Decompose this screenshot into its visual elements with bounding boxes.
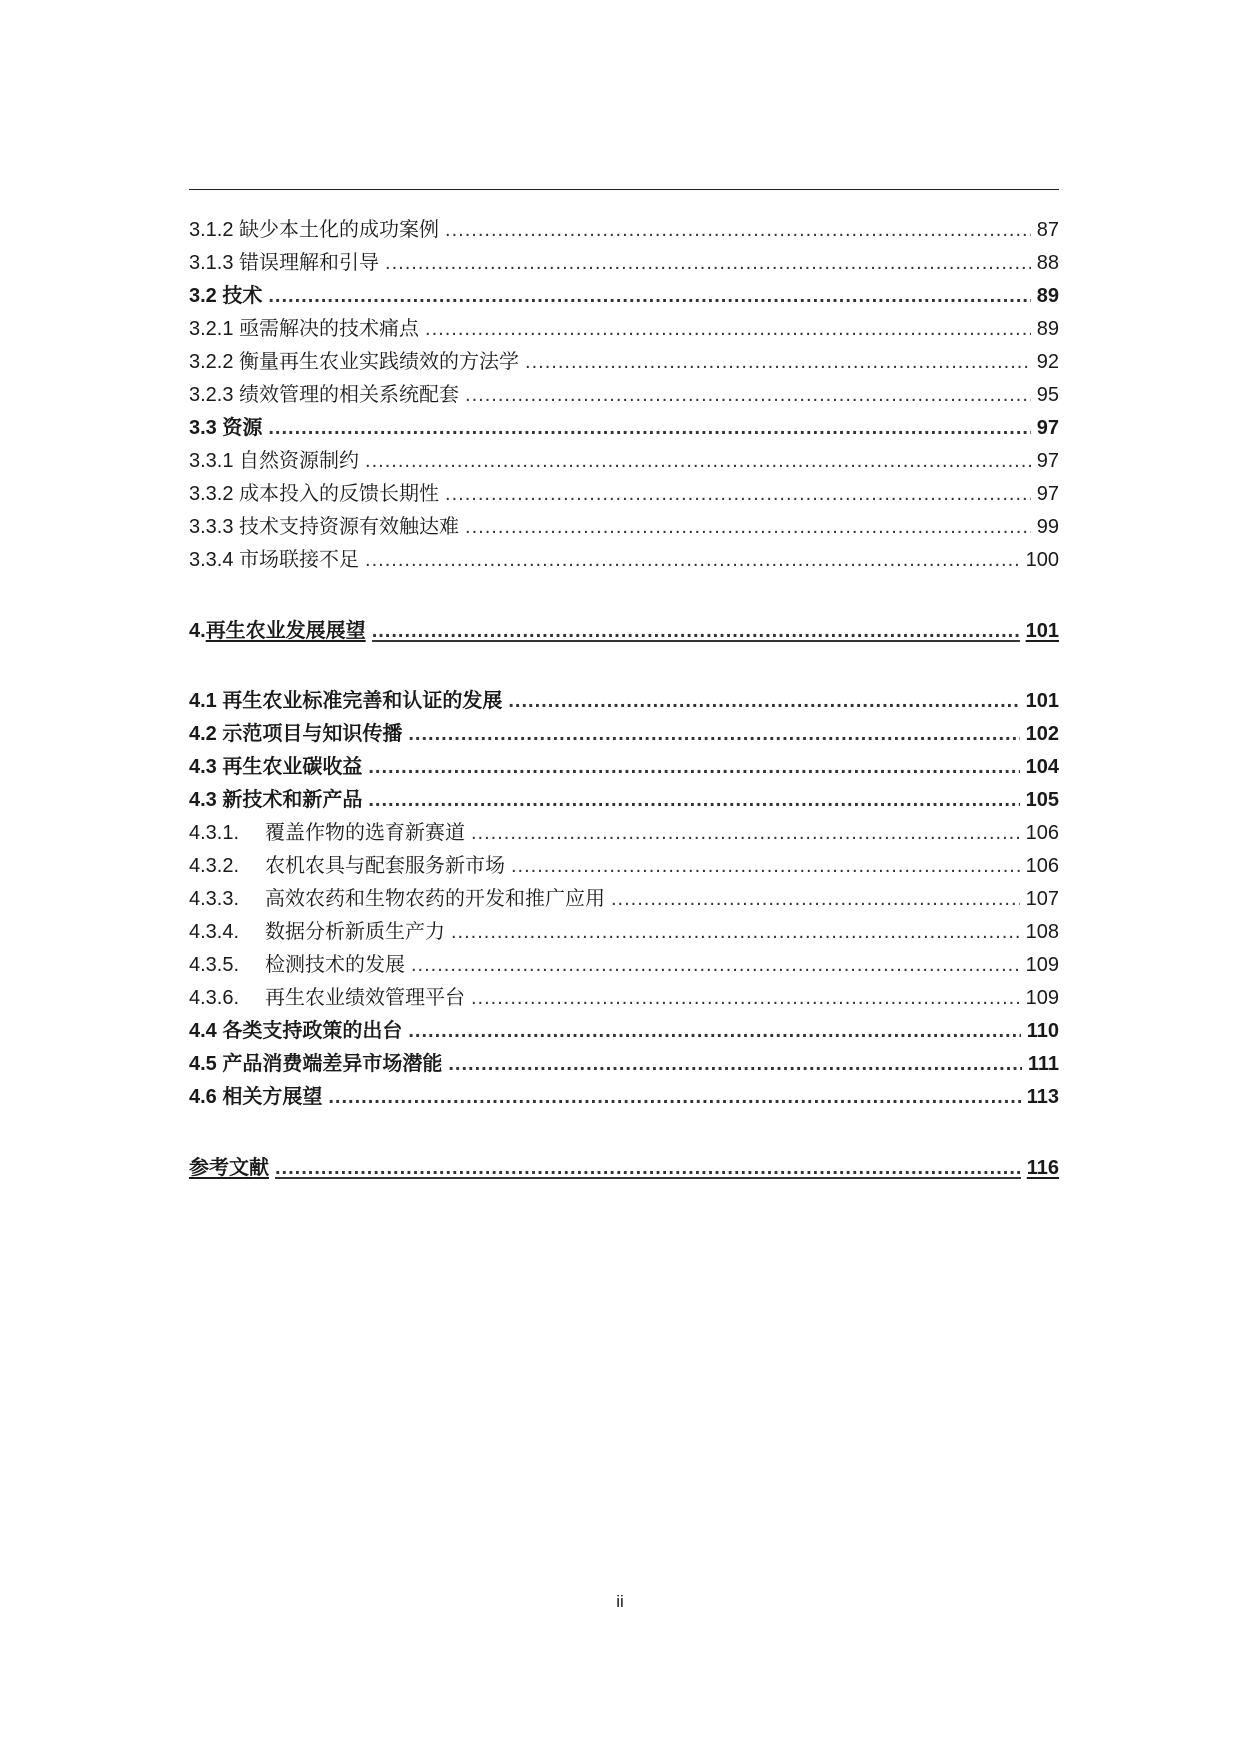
toc-entry[interactable] [189,1081,1059,1114]
toc-entry[interactable] [189,478,1059,511]
dot-leader [465,379,1031,412]
table-of-contents [189,214,1059,1185]
toc-entry-number: 4.3 [189,789,217,811]
toc-entry-label [189,478,439,511]
toc-entry-title: 自然资源制约 [239,450,360,472]
toc-entry-page: 88 [1036,252,1059,274]
toc-entry-label [189,544,359,577]
toc-entry-title: 再生农业发展展望 [205,620,366,642]
toc-entry-title: 新技术和新产品 [222,789,363,811]
toc-entry-label [189,379,459,412]
toc-entry-label [189,247,379,280]
toc-entry-title: 农机农具与配套服务新市场 [265,855,505,877]
toc-entry[interactable] [189,982,1059,1015]
toc-entry-label [189,916,445,949]
toc-entry-title: 覆盖作物的选育新赛道 [265,822,465,844]
toc-entry[interactable] [189,949,1059,982]
dot-leader [268,280,1030,313]
toc-entry-number: 3.1.3 [189,252,234,274]
toc-entry[interactable] [189,685,1059,718]
toc-entry-label [189,751,362,784]
toc-entry[interactable] [189,718,1059,751]
dot-leader [275,1152,1021,1185]
toc-entry-page: 105 [1025,789,1059,811]
toc-entry-label [189,346,519,379]
toc-entry-page: 104 [1025,756,1059,778]
dot-leader [368,751,1019,784]
toc-entry[interactable] [189,1152,1059,1185]
dot-leader [365,445,1031,478]
toc-entry[interactable] [189,346,1059,379]
toc-entry-label [189,511,459,544]
toc-entry-page: 109 [1025,954,1059,976]
dot-leader [385,247,1031,280]
toc-entry-title: 检测技术的发展 [265,954,405,976]
toc-entry-page: 113 [1026,1086,1059,1108]
toc-entry[interactable] [189,412,1059,445]
dot-leader [408,718,1019,751]
toc-entry-number: 3.3 [189,417,217,439]
toc-entry[interactable] [189,214,1059,247]
toc-entry[interactable] [189,247,1059,280]
toc-entry-label [189,1048,442,1081]
toc-entry-title: 高效农药和生物农药的开发和推广应用 [265,888,605,910]
page-number: ii [616,1592,624,1611]
toc-entry[interactable] [189,445,1059,478]
dot-leader [372,615,1020,648]
toc-entry[interactable] [189,544,1059,577]
toc-entry-page: 100 [1025,549,1059,571]
toc-entry-number: 3.2.2 [189,351,234,373]
toc-entry[interactable] [189,615,1059,648]
toc-entry[interactable] [189,916,1059,949]
toc-entry-page: 102 [1025,723,1059,745]
dot-leader [471,982,1020,1015]
dot-leader [408,1015,1020,1048]
toc-entry-page: 109 [1025,987,1059,1009]
dot-leader [451,916,1020,949]
toc-entry-page: 101 [1025,620,1059,642]
toc-entry-label [189,313,419,346]
toc-entry-number: 3.3.4 [189,549,234,571]
toc-entry[interactable] [189,1048,1059,1081]
toc-entry-number: 4.3.1. [189,822,240,844]
toc-entry-title: 产品消费端差异市场潜能 [222,1053,443,1075]
toc-entry-label [189,949,405,982]
toc-entry-number: 4.3.6. [189,987,240,1009]
dot-leader [365,544,1020,577]
toc-entry[interactable] [189,280,1059,313]
toc-entry[interactable] [189,313,1059,346]
toc-entry[interactable] [189,751,1059,784]
toc-entry-number: 4.6 [189,1086,217,1108]
toc-entry-number: 3.1.2 [189,219,234,241]
toc-entry-number: 3.3.2 [189,483,234,505]
toc-entry-page: 87 [1036,219,1059,241]
toc-entry-number: 3.2.3 [189,384,234,406]
toc-entry-label [189,445,359,478]
toc-entry-page: 95 [1036,384,1059,406]
toc-entry-number: 3.2.1 [189,318,234,340]
toc-entry-title: 技术 [222,285,263,307]
toc-entry-number: 4. [189,620,206,642]
toc-entry-title: 技术支持资源有效触达难 [239,516,460,538]
toc-entry-number: 4.3.2. [189,855,240,877]
toc-entry-number: 4.3.5. [189,954,240,976]
toc-entry-title: 资源 [222,417,263,439]
dot-leader [368,784,1019,817]
toc-entry[interactable] [189,817,1059,850]
toc-entry[interactable] [189,379,1059,412]
toc-entry-label [189,784,362,817]
toc-entry-number: 4.1 [189,690,217,712]
toc-entry[interactable] [189,511,1059,544]
toc-entry-label [189,1081,322,1114]
toc-entry-label [189,214,439,247]
toc-entry-page: 97 [1036,417,1059,439]
toc-entry-title: 缺少本土化的成功案例 [239,219,440,241]
toc-entry-label [189,1152,269,1185]
toc-entry-label [189,982,465,1015]
toc-entry-number: 3.3.1 [189,450,234,472]
toc-entry-title: 衡量再生农业实践绩效的方法学 [239,351,520,373]
toc-entry-page: 89 [1036,318,1059,340]
toc-entry-title: 相关方展望 [222,1086,323,1108]
toc-entry[interactable] [189,883,1059,916]
toc-entry-label [189,685,502,718]
toc-entry-title: 示范项目与知识传播 [222,723,403,745]
toc-entry-number: 4.3.3. [189,888,240,910]
toc-entry-title: 各类支持政策的出台 [222,1020,403,1042]
dot-leader [465,511,1031,544]
toc-entry-page: 107 [1025,888,1059,910]
toc-entry-label [189,817,465,850]
dot-leader [425,313,1031,346]
toc-entry-title: 成本投入的反馈长期性 [239,483,440,505]
dot-leader [445,214,1031,247]
dot-leader [525,346,1031,379]
toc-entry-title: 再生农业绩效管理平台 [265,987,465,1009]
toc-entry-number: 3.2 [189,285,217,307]
dot-leader [268,412,1030,445]
toc-entry-title: 错误理解和引导 [239,252,380,274]
toc-entry-number: 4.4 [189,1020,217,1042]
dot-leader [445,478,1031,511]
toc-entry-page: 89 [1036,285,1059,307]
toc-entry-label [189,883,605,916]
toc-entry-number: 4.2 [189,723,217,745]
toc-entry-title: 参考文献 [189,1157,269,1179]
toc-entry-page: 106 [1025,822,1059,844]
toc-entry-page: 99 [1036,516,1059,538]
header-rule [189,189,1059,190]
toc-entry-number: 4.3.4. [189,921,240,943]
toc-entry-page: 108 [1025,921,1059,943]
toc-entry-label [189,718,402,751]
toc-entry-page: 92 [1036,351,1059,373]
toc-entry-number: 4.3 [189,756,217,778]
toc-entry-title: 再生农业标准完善和认证的发展 [222,690,503,712]
toc-entry-page: 116 [1026,1157,1059,1179]
toc-entry-title: 绩效管理的相关系统配套 [239,384,460,406]
toc-entry-title: 再生农业碳收益 [222,756,363,778]
toc-entry[interactable] [189,1015,1059,1048]
toc-entry-page: 101 [1025,690,1059,712]
toc-entry-label [189,615,366,648]
dot-leader [328,1081,1020,1114]
toc-entry[interactable] [189,850,1059,883]
toc-entry-title: 数据分析新质生产力 [265,921,445,943]
toc-entry-page: 97 [1036,450,1059,472]
toc-entry-label [189,850,505,883]
toc-entry-label [189,412,262,445]
dot-leader [448,1048,1021,1081]
dot-leader [471,817,1020,850]
toc-entry-label [189,1015,402,1048]
dot-leader [611,883,1020,916]
dot-leader [511,850,1020,883]
toc-entry-page: 106 [1025,855,1059,877]
toc-entry-page: 111 [1027,1053,1059,1075]
toc-entry-page: 97 [1036,483,1059,505]
dot-leader [411,949,1020,982]
toc-entry-title: 亟需解决的技术痛点 [239,318,420,340]
toc-entry-number: 3.3.3 [189,516,234,538]
dot-leader [508,685,1019,718]
toc-entry-title: 市场联接不足 [239,549,360,571]
toc-entry-page: 110 [1026,1020,1059,1042]
toc-entry-label [189,280,262,313]
toc-entry[interactable] [189,784,1059,817]
toc-entry-number: 4.5 [189,1053,217,1075]
